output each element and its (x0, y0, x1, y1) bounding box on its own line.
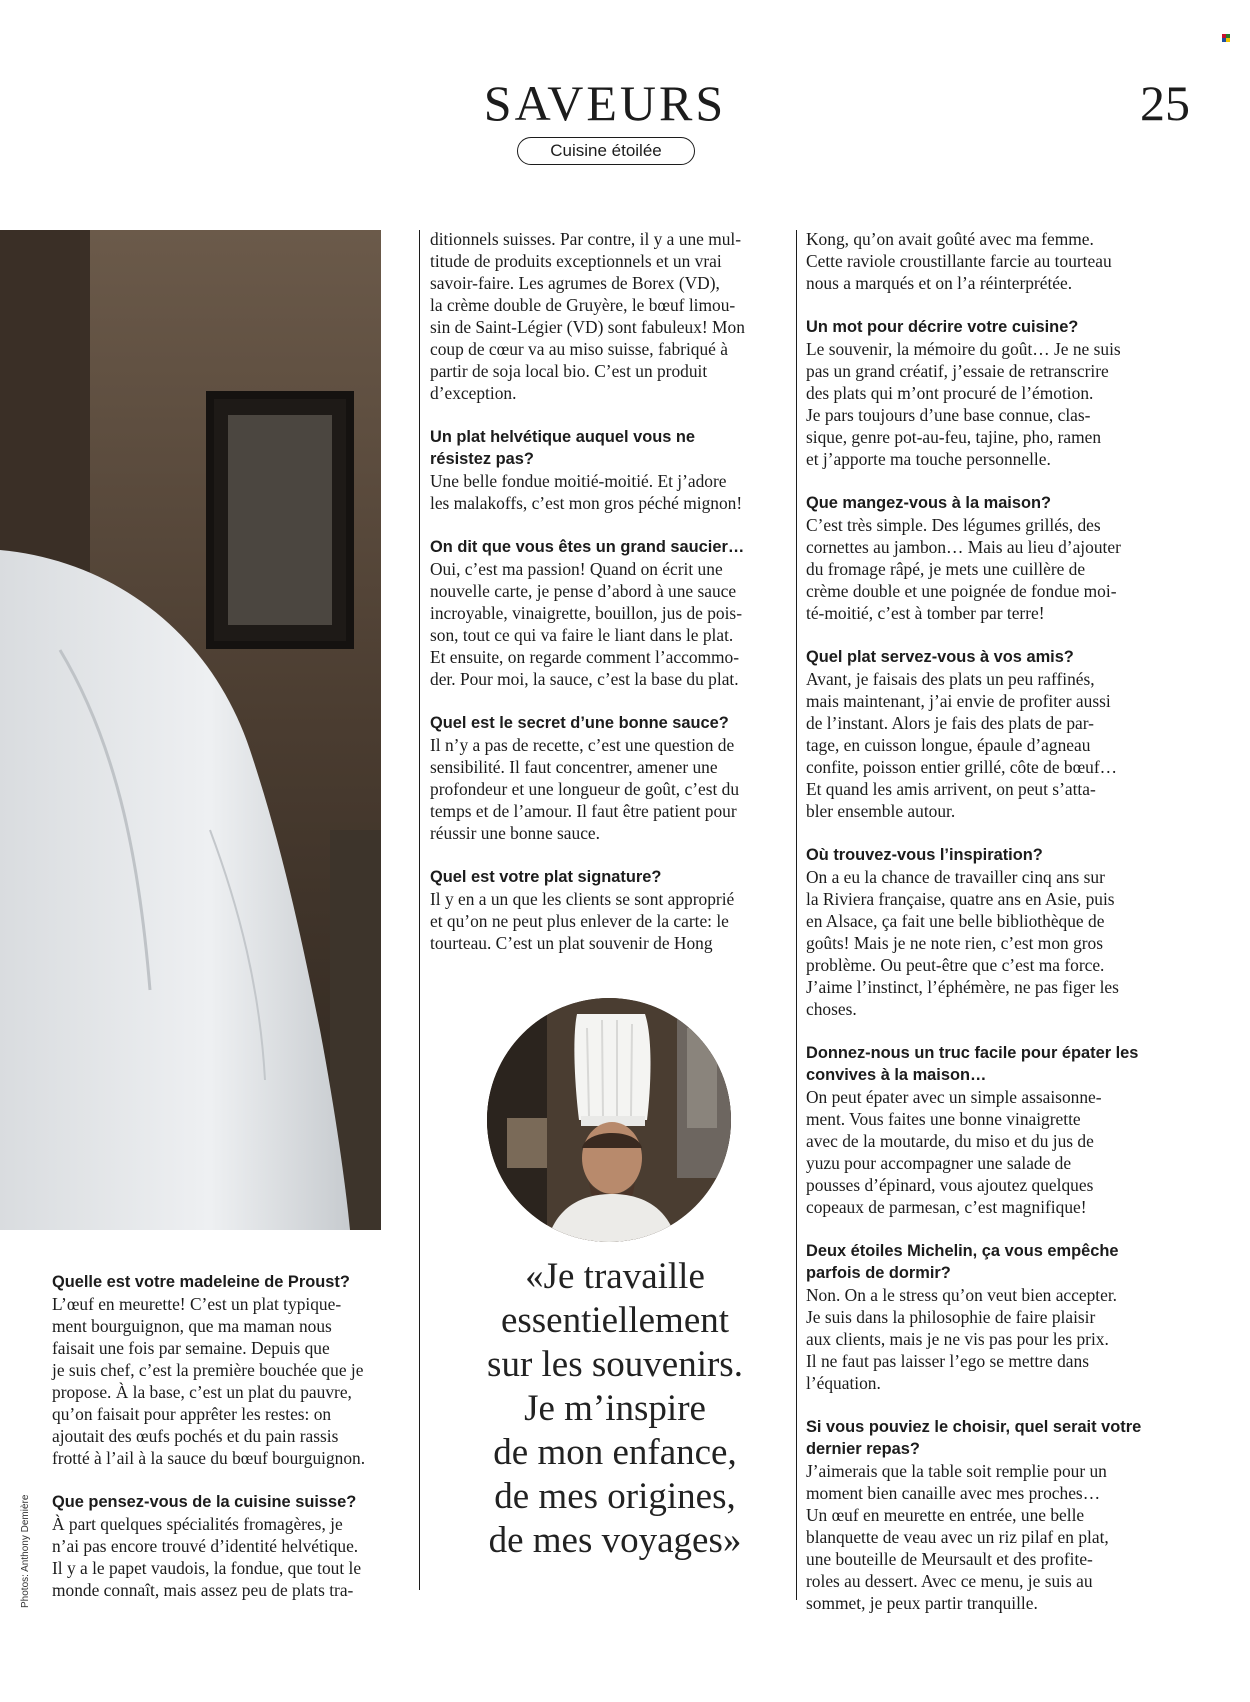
text-line: avec de la moutarde, du miso et du jus de (806, 1131, 1094, 1151)
question-heading: Donnez-nous un truc facile pour épater les convives à la maison… (806, 1044, 1139, 1084)
answer-text (52, 1513, 412, 1601)
text-line: tage, en cuisson longue, épaule d’agneau (806, 735, 1091, 755)
text-line: incroyable, vinaigrette, bouillon, jus de pois- (430, 603, 742, 623)
text-line: À part quelques spécialités fromagères, je (52, 1514, 343, 1534)
answer-text (806, 514, 1186, 624)
qa-block (806, 1240, 1186, 1394)
text-line: Le souvenir, la mémoire du goût… Je ne suis (806, 339, 1121, 359)
chef-photo (0, 230, 381, 1230)
answer-text (52, 1293, 412, 1469)
text-line: Il n’y a pas de recette, c’est une question de (430, 735, 735, 755)
text-line: monde connaît, mais assez peu de plats tra- (52, 1580, 354, 1600)
question-heading: Que mangez-vous à la maison? (806, 494, 1052, 512)
text-line: de l’instant. Alors je fais des plats de par- (806, 713, 1094, 733)
question-heading: Que pensez-vous de la cuisine suisse? (52, 1493, 357, 1511)
question-heading: Deux étoiles Michelin, ça vous empêche parfois de dormir? (806, 1242, 1119, 1282)
text-line: J’aime l’instinct, l’éphémère, ne pas figer les (806, 977, 1119, 997)
qa-block (52, 1491, 412, 1601)
chef-portrait (487, 998, 731, 1242)
category-pill: Cuisine étoilée (517, 137, 695, 165)
qa-block (430, 228, 790, 404)
text-line: et qu’on ne peut plus enlever de la carte: le (430, 911, 729, 931)
text-line: té-moitié, c’est à tomber par terre! (806, 603, 1045, 623)
text-line: Une belle fondue moitié-moitié. Et j’adore (430, 471, 727, 491)
text-line: faisait une fois par semaine. Depuis que (52, 1338, 330, 1358)
text-line: Et ensuite, on regarde comment l’accommo- (430, 647, 740, 667)
answer-text (806, 228, 1186, 294)
text-line: Non. On a le stress qu’on veut bien accepter. (806, 1285, 1118, 1305)
text-line: Et quand les amis arrivent, on peut s’atta- (806, 779, 1096, 799)
text-line: Je pars toujours d’une base connue, clas- (806, 405, 1091, 425)
qa-block (806, 844, 1186, 1020)
text-line: les malakoffs, c’est mon gros péché mignon! (430, 493, 743, 513)
text-line: propose. À la base, c’est un plat du pauvre, (52, 1382, 352, 1402)
column-divider (796, 230, 797, 1600)
text-line: coup de cœur va au miso suisse, fabriqué à (430, 339, 728, 359)
quote-line: de mes origines, (494, 1476, 736, 1517)
text-line: C’est très simple. Des légumes grillés, des (806, 515, 1101, 535)
text-line: sensibilité. Il faut concentrer, amener une (430, 757, 718, 777)
photo-credit (20, 1468, 36, 1608)
text-line: choses. (806, 999, 857, 1019)
text-line: Cette raviole croustillante farcie au tourteau (806, 251, 1112, 271)
text-line: n’ai pas encore trouvé d’identité helvétique. (52, 1536, 359, 1556)
text-line: Je suis dans la philosophie de faire plaisir (806, 1307, 1096, 1327)
text-line: Avant, je faisais des plats un peu raffinés, (806, 669, 1095, 689)
answer-text (430, 558, 790, 690)
pull-quote (455, 1255, 775, 1563)
text-line: titude de produits exceptionnels et un vrai (430, 251, 722, 271)
text-line: yuzu pour accompagner une salade de (806, 1153, 1072, 1173)
text-line: pas un grand créatif, j’essaie de retranscrire (806, 361, 1109, 381)
quote-line: de mon enfance, (493, 1432, 737, 1473)
qa-block (806, 1042, 1186, 1218)
answer-text (430, 470, 790, 514)
text-line: son, tout ce qui va faire le liant dans le plat. (430, 625, 734, 645)
answer-text (430, 888, 790, 954)
question-heading: Un mot pour décrire votre cuisine? (806, 318, 1079, 336)
column-middle (430, 228, 790, 954)
answer-text (806, 1086, 1186, 1218)
text-line: problème. Ou peut-être que c’est ma force. (806, 955, 1105, 975)
qa-block (430, 426, 790, 514)
answer-text (806, 866, 1186, 1020)
chef-portrait-illustration (487, 998, 731, 1242)
text-line: Oui, c’est ma passion! Quand on écrit une (430, 559, 723, 579)
text-line: l’équation. (806, 1373, 881, 1393)
text-line: aux clients, mais je ne vis pas pour les prix. (806, 1329, 1109, 1349)
qa-block (806, 316, 1186, 470)
answer-text (806, 668, 1186, 822)
quote-line: Je m’inspire (524, 1388, 706, 1429)
color-mark-icon (1222, 34, 1230, 42)
chef-photo-illustration (0, 230, 381, 1230)
text-line: bler ensemble autour. (806, 801, 956, 821)
text-line: nous a marqués et on l’a réinterprétée. (806, 273, 1073, 293)
text-line: des plats qui m’ont procuré de l’émotion. (806, 383, 1094, 403)
text-line: sommet, je peux partir tranquille. (806, 1593, 1038, 1613)
text-line: et j’apporte ma touche personnelle. (806, 449, 1051, 469)
text-line: partir de soja local bio. C’est un produit (430, 361, 708, 381)
text-line: moment bien canaille avec mes proches… (806, 1483, 1101, 1503)
text-line: ment bourguignon, que ma maman nous (52, 1316, 332, 1336)
text-line: L’œuf en meurette! C’est un plat typique- (52, 1294, 342, 1314)
qa-block (430, 866, 790, 954)
text-line: ment. Vous faites une bonne vinaigrette (806, 1109, 1081, 1129)
quote-line: de mes voyages» (488, 1520, 742, 1561)
question-heading: Un plat helvétique auquel vous ne résistez pas? (430, 428, 696, 468)
text-line: je suis chef, c’est la première bouchée que je (52, 1360, 364, 1380)
text-line: Kong, qu’on avait goûté avec ma femme. (806, 229, 1094, 249)
section-title: SAVEURS (483, 75, 727, 131)
text-line: tourteau. C’est un plat souvenir de Hong (430, 933, 713, 953)
text-line: du fromage râpé, je mets une cuillère de (806, 559, 1086, 579)
column-left (52, 1271, 412, 1601)
qa-block (806, 228, 1186, 294)
text-line: On peut épater avec un simple assaisonne- (806, 1087, 1102, 1107)
text-line: sique, genre pot-au-feu, tajine, pho, ramen (806, 427, 1102, 447)
answer-text (806, 1460, 1186, 1614)
text-line: temps et de l’amour. Il faut être patient pour (430, 801, 737, 821)
answer-text (806, 338, 1186, 470)
text-line: pousses d’épinard, vous ajoutez quelques (806, 1175, 1094, 1195)
text-line: en Alsace, ça fait une belle bibliothèque de (806, 911, 1105, 931)
answer-text (430, 228, 790, 404)
text-line: On a eu la chance de travailler cinq ans sur (806, 867, 1105, 887)
text-line: copeaux de parmesan, c’est magnifique! (806, 1197, 1087, 1217)
text-line: qu’on faisait pour apprêter les restes: on (52, 1404, 332, 1424)
question-heading: On dit que vous êtes un grand saucier… (430, 538, 745, 556)
question-heading: Quel est le secret d’une bonne sauce? (430, 714, 729, 732)
text-line: J’aimerais que la table soit remplie pour un (806, 1461, 1107, 1481)
question-heading: Quel est votre plat signature? (430, 868, 662, 886)
text-line: d’exception. (430, 383, 517, 403)
answer-text (430, 734, 790, 844)
quote-line: «Je travaille (525, 1256, 705, 1297)
text-line: goûts! Mais je ne note rien, c’est mon gros (806, 933, 1104, 953)
quote-line: essentiellement (500, 1300, 730, 1341)
text-line: réussir une bonne sauce. (430, 823, 600, 843)
text-line: blanquette de veau avec un riz pilaf en plat, (806, 1527, 1109, 1547)
qa-block (806, 646, 1186, 822)
text-line: confite, poisson entier grillé, côte de bœuf… (806, 757, 1118, 777)
text-line: ajoutait des œufs pochés et du pain rassis (52, 1426, 339, 1446)
text-line: roles au dessert. Avec ce menu, je suis au (806, 1571, 1093, 1591)
text-line: cornettes au jambon… Mais au lieu d’ajouter (806, 537, 1121, 557)
text-line: nouvelle carte, je pense d’abord à une sauce (430, 581, 737, 601)
page-number: 25 (1140, 75, 1190, 131)
text-line: Il y en a un que les clients se sont approprié (430, 889, 735, 909)
text-line: une bouteille de Meursault et des profite- (806, 1549, 1093, 1569)
text-line: sin de Saint-Légier (VD) sont fabuleux! Mon (430, 317, 745, 337)
text-line: der. Pour moi, la sauce, c’est la base du plat. (430, 669, 739, 689)
qa-block (430, 536, 790, 690)
qa-block (430, 712, 790, 844)
qa-block (52, 1271, 412, 1469)
column-divider (419, 230, 420, 1590)
question-heading: Où trouvez-vous l’inspiration? (806, 846, 1043, 864)
text-line: Il ne faut pas laisser l’ego se mettre dans (806, 1351, 1089, 1371)
text-line: Un œuf en meurette en entrée, une belle (806, 1505, 1085, 1525)
column-right (806, 228, 1186, 1614)
text-line: crème double et une poignée de fondue moi- (806, 581, 1117, 601)
text-line: mais maintenant, j’ai envie de profiter aussi (806, 691, 1111, 711)
question-heading: Quelle est votre madeleine de Proust? (52, 1273, 350, 1291)
text-line: Il y a le papet vaudois, la fondue, que tout le (52, 1558, 362, 1578)
qa-block (806, 1416, 1186, 1614)
text-line: savoir-faire. Les agrumes de Borex (VD), (430, 273, 720, 293)
question-heading: Quel plat servez-vous à vos amis? (806, 648, 1074, 666)
answer-text (806, 1284, 1186, 1394)
text-line: profondeur et une longueur de goût, c’est du (430, 779, 740, 799)
quote-line: sur les souvenirs. (487, 1344, 743, 1385)
question-heading: Si vous pouviez le choisir, quel serait votre dernier repas? (806, 1418, 1142, 1458)
photo-credit-text: Photos: Anthony Demière (20, 1494, 31, 1608)
text-line: frotté à l’ail à la sauce du bœuf bourguignon. (52, 1448, 366, 1468)
text-line: la Riviera française, quatre ans en Asie, puis (806, 889, 1115, 909)
text-line: ditionnels suisses. Par contre, il y a une mul- (430, 229, 742, 249)
qa-block (806, 492, 1186, 624)
text-line: la crème double de Gruyère, le bœuf limou- (430, 295, 736, 315)
